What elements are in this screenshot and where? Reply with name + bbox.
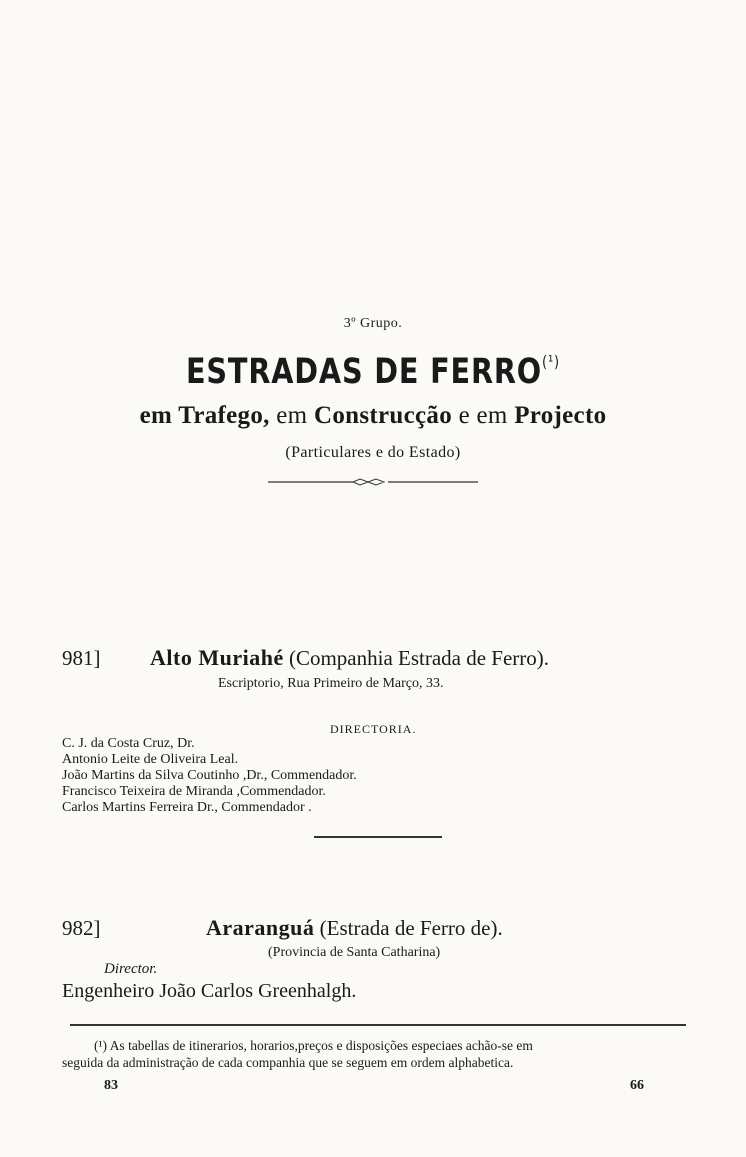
entry-981-office: Escriptorio, Rua Primeiro de Março, 33. [218, 676, 444, 691]
board-member: C. J. da Costa Cruz, Dr. [62, 736, 195, 751]
footnote-text-1: As tabellas de itinerarios, horarios,preços e disposições especiaes achão-se em [109, 1038, 533, 1053]
entry-981-board-heading: DIRECTORIA. [330, 722, 417, 736]
entry-982-number: 982] [62, 916, 101, 940]
group-label: 3º Grupo. [343, 316, 403, 331]
entry-982-desc: (Estrada de Ferro de). [319, 916, 503, 940]
entry-982-heading [206, 915, 503, 941]
main-title [67, 352, 679, 392]
entry-981-desc: (Companhia Estrada de Ferro). [288, 646, 550, 670]
subtitle-e-em: e em [458, 402, 508, 429]
board-member: Francisco Teixeira de Miranda ,Commendador. [62, 784, 326, 799]
paren-note: (Particulares e do Estado) [285, 444, 461, 461]
ornament-divider [268, 474, 478, 488]
board-member: Carlos Martins Ferreira Dr., Commendador . [62, 800, 312, 815]
entry-982-province: (Provincia de Santa Catharina) [268, 945, 441, 960]
subtitle-construccao: Construcção [313, 402, 452, 429]
title-footnote-marker: (¹) [542, 352, 560, 371]
subtitle-projecto: Projecto [514, 402, 607, 429]
board-member: João Martins da Silva Coutinho ,Dr., Commendador. [62, 768, 357, 783]
subtitle-em: em [276, 402, 308, 429]
subtitle [0, 402, 746, 430]
footnote-line-2: seguida da administração de cada companhia que se seguem em ordem alphabetica. [62, 1055, 514, 1070]
entry-divider [314, 836, 442, 838]
footnote-line-1 [94, 1038, 533, 1054]
page-number-right: 66 [630, 1078, 644, 1093]
subtitle-trafego: em Trafego, [139, 402, 270, 429]
footnote-marker: (¹) [94, 1038, 108, 1053]
main-title-text: ESTRADAS DE FERRO [186, 352, 543, 392]
entry-982-director: Engenheiro João Carlos Greenhalgh. [62, 980, 357, 1002]
entry-982-director-label: Director. [104, 961, 158, 977]
board-member: Antonio Leite de Oliveira Leal. [62, 752, 239, 767]
entry-981-heading [150, 645, 549, 671]
entry-981-number: 981] [62, 646, 101, 670]
entry-981-name: Alto Muriahé [150, 645, 284, 670]
footnote-rule [70, 1024, 686, 1026]
entry-982-name: Araranguá [206, 915, 315, 940]
page-number-left: 83 [104, 1078, 118, 1093]
